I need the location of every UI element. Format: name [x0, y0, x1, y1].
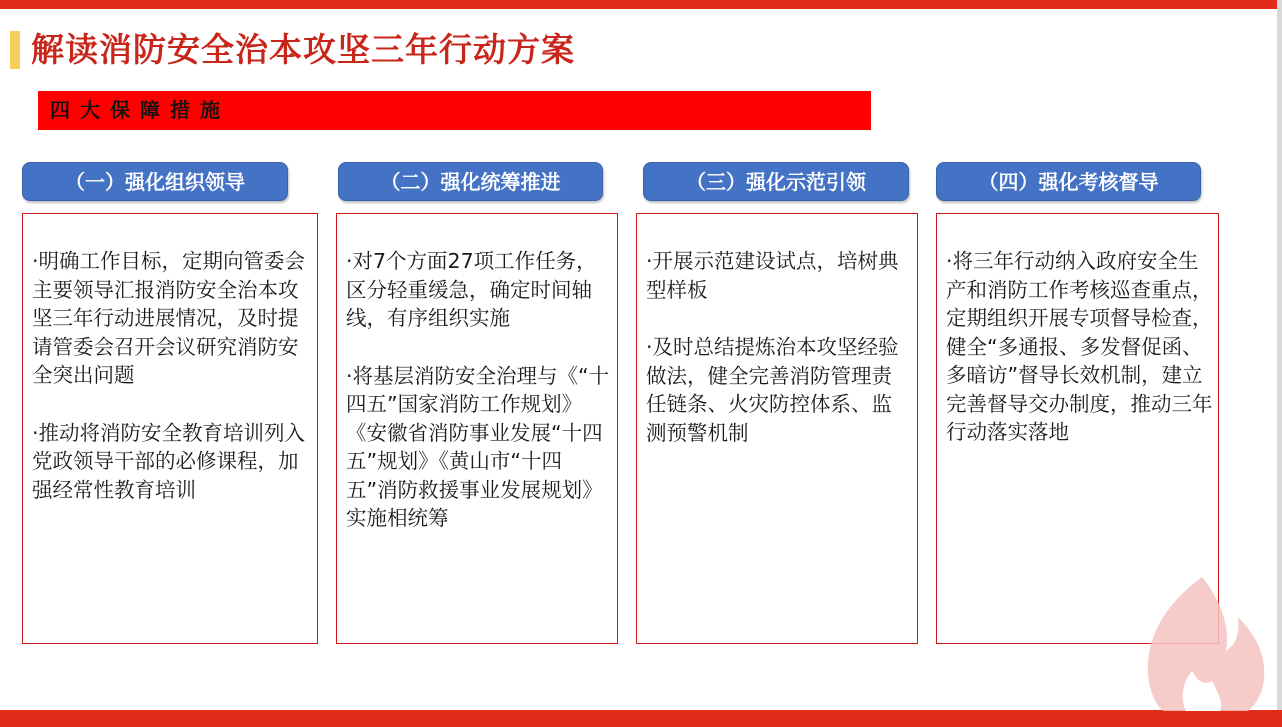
- top-accent-line: [0, 0, 1282, 9]
- card-3-paragraph-1: ·开展示范建设试点，培树典型样板: [646, 249, 899, 302]
- card-overall-coordination: [336, 213, 618, 644]
- card-organization-leadership: [22, 213, 318, 644]
- section-banner: [38, 91, 871, 130]
- right-edge-line: [1277, 0, 1282, 727]
- card-3-paragraph-2: ·及时总结提炼治本攻坚经验做法，健全完善消防管理责任链条、火灾防控体系、监测预警机制: [646, 335, 899, 445]
- title-accent-bar: [10, 31, 20, 69]
- card-2-paragraph-2: ·将基层消防安全治理与《“十四五”国家消防工作规划》《安徽省消防事业发展“十四五”规划》《黄山市“十四五”消防救援事业发展规划》实施相统筹: [346, 363, 610, 530]
- page-title: 解读消防安全治本攻坚三年行动方案: [31, 30, 575, 69]
- section-banner-label: 四大保障措施: [50, 98, 230, 122]
- card-2-heading: （二）强化统筹推进: [338, 162, 603, 201]
- card-demonstration-guidance: [636, 213, 918, 644]
- card-1-paragraph-1: ·明确工作目标，定期向管委会主要领导汇报消防安全治本攻坚三年行动进展情况，及时提请管委会召开会议研究消防安全突出问题: [32, 249, 306, 387]
- card-1-heading: （一）强化组织领导: [22, 162, 288, 201]
- card-2-paragraph-1: ·对7个方面27项工作任务，区分轻重缓急，确定时间轴线，有序组织实施: [346, 249, 597, 330]
- card-4-heading: （四）强化考核督导: [936, 162, 1201, 201]
- card-1-paragraph-2: ·推动将消防安全教育培训列入党政领导干部的必修课程，加强经常性教育培训: [32, 420, 306, 502]
- bottom-accent-line: [0, 710, 1282, 727]
- flame-icon: [1140, 571, 1270, 711]
- card-3-heading: （三）强化示范引领: [643, 162, 909, 201]
- card-4-paragraph-1: ·将三年行动纳入政府安全生产和消防工作考核巡查重点，定期组织开展专项督导检查，健全“多通报、多发督促函、多暗访”督导长效机制，建立完善督导交办制度，推动三年行动落实落地: [946, 249, 1213, 444]
